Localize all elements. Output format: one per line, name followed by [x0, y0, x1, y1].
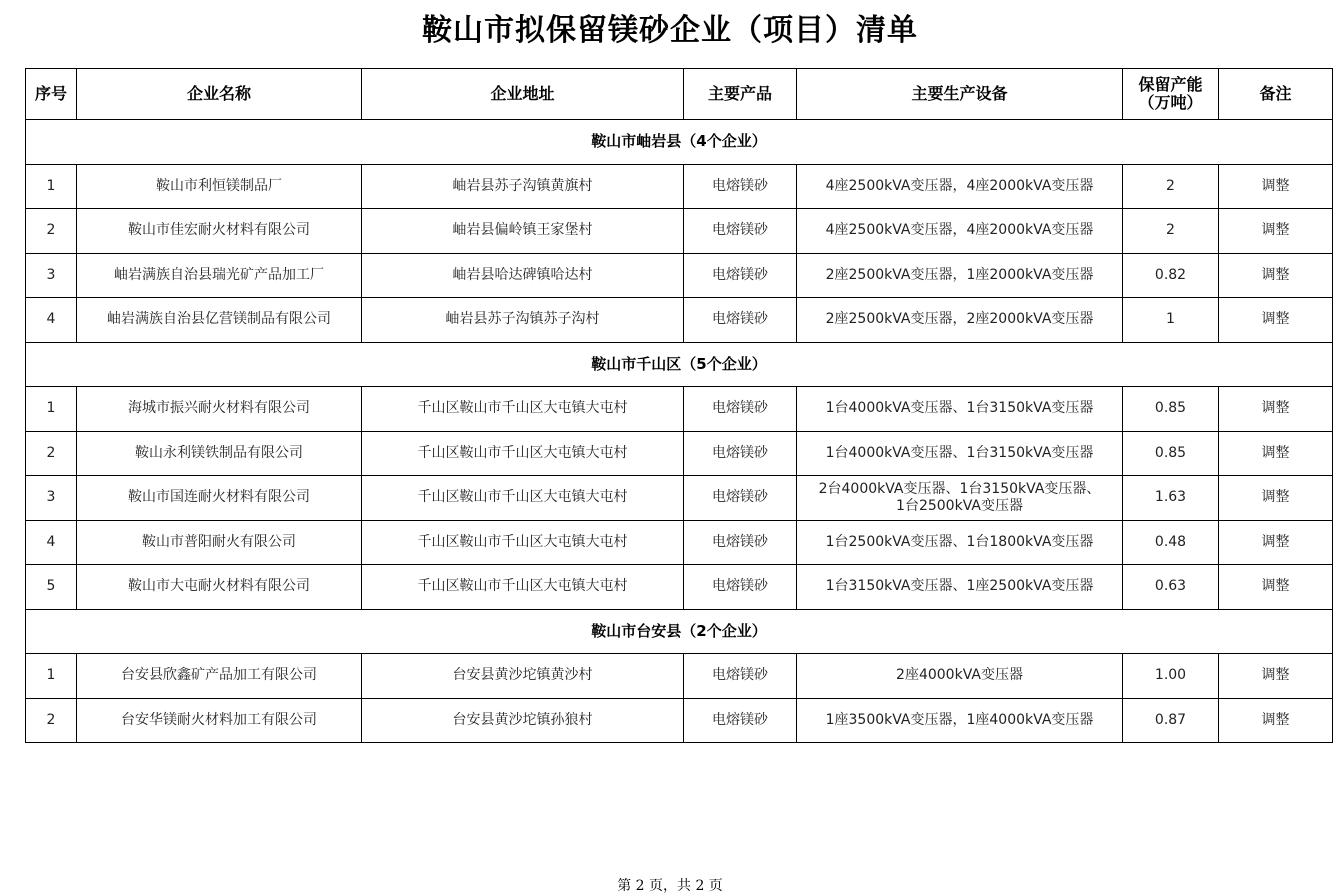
- cell-equipment: 4座2500kVA变压器，4座2000kVA变压器: [797, 209, 1123, 254]
- cell-no: 2: [26, 431, 77, 476]
- cell-equipment-line1: 2台4000kVA变压器、1台3150kVA变压器、: [818, 480, 1101, 497]
- cell-product: 电熔镁砂: [684, 698, 797, 743]
- cell-name: 台安华镁耐火材料加工有限公司: [77, 698, 362, 743]
- page-footer: 第 2 页，共 2 页: [617, 878, 723, 894]
- group-title: 鞍山市台安县（2个企业）: [26, 609, 1333, 654]
- cell-capacity: 2: [1123, 164, 1219, 209]
- table-row: [26, 298, 1333, 343]
- cell-no: 2: [26, 698, 77, 743]
- table-row: [26, 431, 1333, 476]
- cell-equipment: 2座4000kVA变压器: [797, 654, 1123, 699]
- cell-equipment: 1台4000kVA变压器、1台3150kVA变压器: [797, 431, 1123, 476]
- cell-no: 3: [26, 476, 77, 521]
- cell-address: 岫岩县苏子沟镇苏子沟村: [362, 298, 684, 343]
- cell-remark: 调整: [1219, 698, 1333, 743]
- cell-address: 岫岩县哈达碑镇哈达村: [362, 253, 684, 298]
- table-row: [26, 164, 1333, 209]
- cell-equipment: 1台4000kVA变压器、1台3150kVA变压器: [797, 387, 1123, 432]
- cell-product: 电熔镁砂: [684, 164, 797, 209]
- cell-address: 岫岩县偏岭镇王家堡村: [362, 209, 684, 254]
- cell-no: 5: [26, 565, 77, 610]
- header-no: 序号: [26, 69, 77, 120]
- table-row: [26, 209, 1333, 254]
- cell-capacity: 1.63: [1123, 476, 1219, 521]
- cell-equipment: 1台3150kVA变压器、1座2500kVA变压器: [797, 565, 1123, 610]
- cell-address: 千山区鞍山市千山区大屯镇大屯村: [362, 387, 684, 432]
- cell-remark: 调整: [1219, 476, 1333, 521]
- group-header-row: [26, 342, 1333, 387]
- cell-capacity: 0.82: [1123, 253, 1219, 298]
- header-remark: 备注: [1219, 69, 1333, 120]
- cell-capacity: 1: [1123, 298, 1219, 343]
- cell-address: 千山区鞍山市千山区大屯镇大屯村: [362, 431, 684, 476]
- cell-name: 鞍山市佳宏耐火材料有限公司: [77, 209, 362, 254]
- cell-equipment: 4座2500kVA变压器，4座2000kVA变压器: [797, 164, 1123, 209]
- cell-equipment-line2: 1台2500kVA变压器: [896, 497, 1023, 514]
- cell-name: 鞍山永利镁铁制品有限公司: [77, 431, 362, 476]
- cell-product: 电熔镁砂: [684, 298, 797, 343]
- cell-no: 4: [26, 298, 77, 343]
- group-title: 鞍山市千山区（5个企业）: [26, 342, 1333, 387]
- cell-capacity: 0.63: [1123, 565, 1219, 610]
- cell-address: 台安县黄沙坨镇孙狼村: [362, 698, 684, 743]
- cell-no: 1: [26, 387, 77, 432]
- table-row: [26, 698, 1333, 743]
- cell-product: 电熔镁砂: [684, 209, 797, 254]
- cell-capacity: 0.85: [1123, 387, 1219, 432]
- page-title: 鞍山市拟保留镁砂企业（项目）清单: [422, 13, 918, 48]
- cell-name: 鞍山市国连耐火材料有限公司: [77, 476, 362, 521]
- cell-remark: 调整: [1219, 253, 1333, 298]
- cell-remark: 调整: [1219, 431, 1333, 476]
- cell-product: 电熔镁砂: [684, 476, 797, 521]
- group-header-row: [26, 120, 1333, 165]
- table-row: [26, 520, 1333, 565]
- header-equipment: 主要生产设备: [797, 69, 1123, 120]
- cell-equipment: [797, 476, 1123, 521]
- cell-address: 千山区鞍山市千山区大屯镇大屯村: [362, 565, 684, 610]
- cell-name: 岫岩满族自治县瑞光矿产品加工厂: [77, 253, 362, 298]
- cell-capacity: 0.87: [1123, 698, 1219, 743]
- cell-no: 3: [26, 253, 77, 298]
- header-capacity: [1123, 69, 1219, 120]
- cell-address: 千山区鞍山市千山区大屯镇大屯村: [362, 520, 684, 565]
- cell-remark: 调整: [1219, 164, 1333, 209]
- table-row: [26, 387, 1333, 432]
- cell-no: 4: [26, 520, 77, 565]
- cell-remark: 调整: [1219, 209, 1333, 254]
- table-body: [26, 120, 1333, 743]
- cell-equipment: 2座2500kVA变压器，1座2000kVA变压器: [797, 253, 1123, 298]
- table-row: [26, 476, 1333, 521]
- cell-address: 岫岩县苏子沟镇黄旗村: [362, 164, 684, 209]
- table-row: [26, 654, 1333, 699]
- cell-product: 电熔镁砂: [684, 431, 797, 476]
- header-row: [26, 69, 1333, 120]
- cell-capacity: 1.00: [1123, 654, 1219, 699]
- enterprise-table: [25, 68, 1333, 743]
- cell-product: 电熔镁砂: [684, 565, 797, 610]
- cell-address: 台安县黄沙坨镇黄沙村: [362, 654, 684, 699]
- group-title: 鞍山市岫岩县（4个企业）: [26, 120, 1333, 165]
- cell-no: 2: [26, 209, 77, 254]
- cell-name: 鞍山市大屯耐火材料有限公司: [77, 565, 362, 610]
- cell-name: 鞍山市普阳耐火有限公司: [77, 520, 362, 565]
- cell-product: 电熔镁砂: [684, 520, 797, 565]
- cell-equipment: 2座2500kVA变压器，2座2000kVA变压器: [797, 298, 1123, 343]
- cell-name: 台安县欣鑫矿产品加工有限公司: [77, 654, 362, 699]
- table-row: [26, 565, 1333, 610]
- cell-equipment: 1台2500kVA变压器、1台1800kVA变压器: [797, 520, 1123, 565]
- cell-capacity: 0.85: [1123, 431, 1219, 476]
- header-capacity-line1: 保留产能: [1138, 75, 1203, 94]
- cell-product: 电熔镁砂: [684, 654, 797, 699]
- cell-capacity: 0.48: [1123, 520, 1219, 565]
- table-row: [26, 253, 1333, 298]
- cell-remark: 调整: [1219, 565, 1333, 610]
- cell-capacity: 2: [1123, 209, 1219, 254]
- header-address: 企业地址: [362, 69, 684, 120]
- cell-equipment: 1座3500kVA变压器，1座4000kVA变压器: [797, 698, 1123, 743]
- header-product: 主要产品: [684, 69, 797, 120]
- cell-product: 电熔镁砂: [684, 387, 797, 432]
- cell-remark: 调整: [1219, 654, 1333, 699]
- cell-no: 1: [26, 654, 77, 699]
- cell-name: 海城市振兴耐火材料有限公司: [77, 387, 362, 432]
- cell-remark: 调整: [1219, 298, 1333, 343]
- header-capacity-line2: （万吨）: [1138, 93, 1203, 112]
- header-name: 企业名称: [77, 69, 362, 120]
- cell-product: 电熔镁砂: [684, 253, 797, 298]
- cell-no: 1: [26, 164, 77, 209]
- cell-name: 岫岩满族自治县亿营镁制品有限公司: [77, 298, 362, 343]
- group-header-row: [26, 609, 1333, 654]
- cell-name: 鞍山市利恒镁制品厂: [77, 164, 362, 209]
- cell-address: 千山区鞍山市千山区大屯镇大屯村: [362, 476, 684, 521]
- cell-remark: 调整: [1219, 387, 1333, 432]
- cell-remark: 调整: [1219, 520, 1333, 565]
